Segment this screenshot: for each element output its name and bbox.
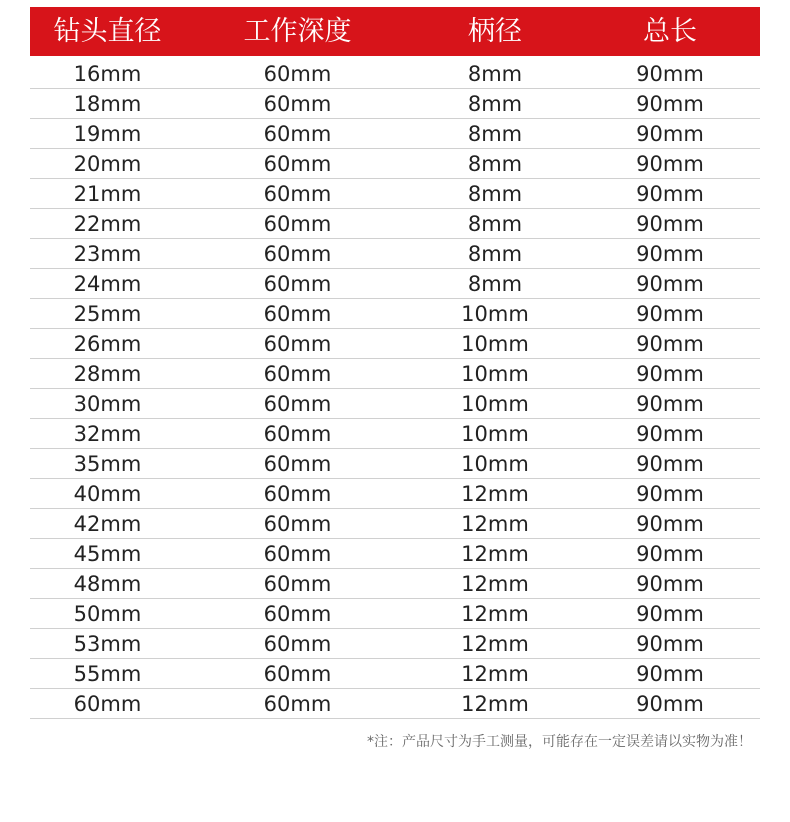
cell-working-depth: 60mm [263, 241, 332, 266]
cell-total-length: 90mm [636, 511, 704, 536]
cell-total-length: 90mm [636, 91, 704, 116]
table-row [30, 329, 760, 359]
cell-shank-diameter: 12mm [461, 661, 529, 686]
cell-total-length: 90mm [636, 241, 704, 266]
table-row [30, 209, 760, 239]
cell-working-depth: 60mm [263, 541, 332, 566]
cell-working-depth: 60mm [263, 121, 332, 146]
cell-drill-diameter: 30mm [73, 391, 142, 416]
table-row [30, 89, 760, 119]
cell-drill-diameter: 26mm [73, 331, 142, 356]
cell-shank-diameter: 12mm [461, 511, 529, 536]
cell-total-length: 90mm [636, 451, 704, 476]
spec-table [30, 7, 760, 719]
table-row [30, 539, 760, 569]
cell-shank-diameter: 8mm [467, 211, 523, 236]
cell-shank-diameter: 8mm [467, 151, 523, 176]
cell-drill-diameter: 25mm [73, 301, 142, 326]
cell-working-depth: 60mm [263, 421, 332, 446]
cell-working-depth: 60mm [263, 61, 332, 86]
cell-drill-diameter: 60mm [73, 691, 142, 716]
cell-total-length: 90mm [636, 541, 704, 566]
table-row [30, 689, 760, 719]
table-row [30, 659, 760, 689]
cell-total-length: 90mm [636, 661, 704, 686]
cell-shank-diameter: 12mm [461, 481, 529, 506]
cell-total-length: 90mm [636, 301, 704, 326]
cell-total-length: 90mm [636, 691, 704, 716]
cell-drill-diameter: 45mm [73, 541, 142, 566]
table-row [30, 269, 760, 299]
cell-shank-diameter: 10mm [461, 421, 529, 446]
table-row [30, 389, 760, 419]
table-row [30, 59, 760, 89]
cell-drill-diameter: 18mm [73, 91, 142, 116]
header-working-depth: 工作深度 [243, 16, 352, 47]
cell-drill-diameter: 32mm [73, 421, 142, 446]
table-row [30, 449, 760, 479]
cell-total-length: 90mm [636, 121, 704, 146]
table-body [30, 56, 760, 719]
cell-working-depth: 60mm [263, 391, 332, 416]
cell-working-depth: 60mm [263, 631, 332, 656]
cell-shank-diameter: 12mm [461, 601, 529, 626]
cell-total-length: 90mm [636, 151, 704, 176]
cell-drill-diameter: 16mm [73, 61, 142, 86]
cell-total-length: 90mm [636, 631, 704, 656]
cell-total-length: 90mm [636, 361, 704, 386]
cell-drill-diameter: 50mm [73, 601, 142, 626]
cell-working-depth: 60mm [263, 691, 332, 716]
cell-shank-diameter: 10mm [461, 391, 529, 416]
cell-total-length: 90mm [636, 181, 704, 206]
table-row [30, 299, 760, 329]
cell-working-depth: 60mm [263, 331, 332, 356]
measurement-note: *注：产品尺寸为手工测量，可能存在一定误差请以实物为准！ [367, 734, 752, 750]
cell-working-depth: 60mm [263, 211, 332, 236]
cell-total-length: 90mm [636, 391, 704, 416]
cell-shank-diameter: 12mm [461, 631, 529, 656]
cell-working-depth: 60mm [263, 151, 332, 176]
cell-drill-diameter: 55mm [73, 661, 142, 686]
table-row [30, 359, 760, 389]
cell-shank-diameter: 10mm [461, 451, 529, 476]
table-row [30, 509, 760, 539]
cell-shank-diameter: 12mm [461, 691, 529, 716]
cell-drill-diameter: 20mm [73, 151, 142, 176]
cell-total-length: 90mm [636, 571, 704, 596]
cell-drill-diameter: 35mm [73, 451, 142, 476]
table-row [30, 239, 760, 269]
table-row [30, 119, 760, 149]
cell-drill-diameter: 53mm [73, 631, 142, 656]
header-drill-diameter: 钻头直径 [53, 16, 162, 47]
cell-working-depth: 60mm [263, 271, 332, 296]
cell-working-depth: 60mm [263, 451, 332, 476]
cell-drill-diameter: 21mm [73, 181, 142, 206]
cell-working-depth: 60mm [263, 91, 332, 116]
cell-working-depth: 60mm [263, 301, 332, 326]
cell-shank-diameter: 8mm [467, 121, 523, 146]
cell-working-depth: 60mm [263, 661, 332, 686]
table-row [30, 599, 760, 629]
cell-total-length: 90mm [636, 331, 704, 356]
cell-total-length: 90mm [636, 211, 704, 236]
cell-total-length: 90mm [636, 271, 704, 296]
cell-shank-diameter: 10mm [461, 301, 529, 326]
cell-shank-diameter: 12mm [461, 571, 529, 596]
cell-drill-diameter: 40mm [73, 481, 142, 506]
table-row [30, 149, 760, 179]
header-shank-diameter: 柄径 [468, 16, 522, 47]
cell-drill-diameter: 19mm [73, 121, 142, 146]
cell-working-depth: 60mm [263, 601, 332, 626]
cell-total-length: 90mm [636, 421, 704, 446]
cell-shank-diameter: 8mm [467, 61, 523, 86]
cell-total-length: 90mm [636, 61, 704, 86]
table-row [30, 479, 760, 509]
cell-drill-diameter: 28mm [73, 361, 142, 386]
cell-drill-diameter: 42mm [73, 511, 142, 536]
cell-working-depth: 60mm [263, 481, 332, 506]
cell-working-depth: 60mm [263, 361, 332, 386]
cell-shank-diameter: 8mm [467, 271, 523, 296]
header-total-length: 总长 [643, 16, 697, 47]
cell-drill-diameter: 48mm [73, 571, 142, 596]
table-row [30, 569, 760, 599]
cell-working-depth: 60mm [263, 181, 332, 206]
cell-working-depth: 60mm [263, 571, 332, 596]
table-row [30, 629, 760, 659]
cell-drill-diameter: 22mm [73, 211, 142, 236]
cell-drill-diameter: 23mm [73, 241, 142, 266]
cell-shank-diameter: 10mm [461, 361, 529, 386]
cell-working-depth: 60mm [263, 511, 332, 536]
cell-drill-diameter: 24mm [73, 271, 142, 296]
cell-total-length: 90mm [636, 481, 704, 506]
cell-shank-diameter: 8mm [467, 241, 523, 266]
cell-shank-diameter: 10mm [461, 331, 529, 356]
table-row [30, 179, 760, 209]
table-row [30, 419, 760, 449]
cell-total-length: 90mm [636, 601, 704, 626]
table-header [30, 7, 760, 56]
cell-shank-diameter: 8mm [467, 91, 523, 116]
cell-shank-diameter: 8mm [467, 181, 523, 206]
cell-shank-diameter: 12mm [461, 541, 529, 566]
